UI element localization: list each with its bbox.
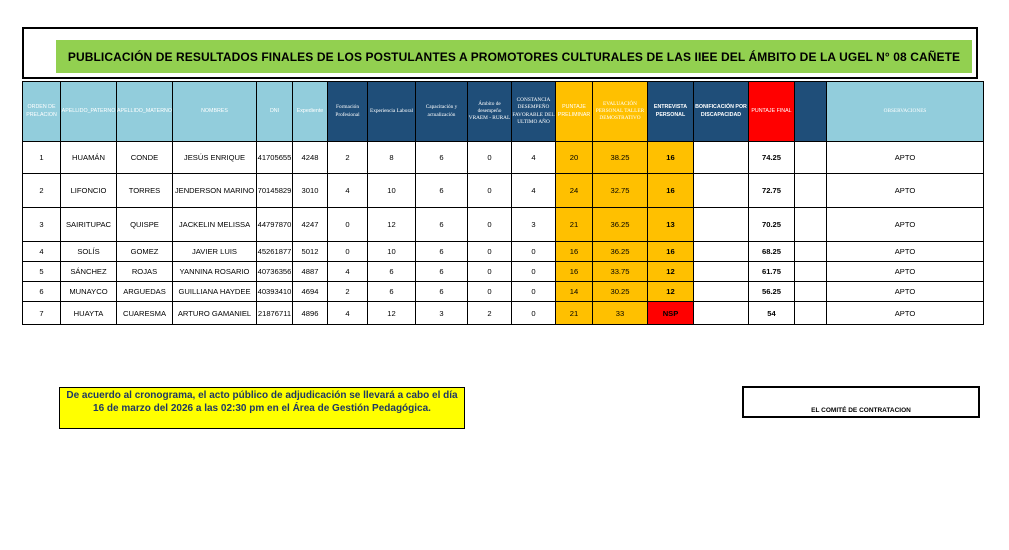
header-experiencia: Experiencia Laboral xyxy=(368,82,416,142)
cell-evaluacion: 33 xyxy=(593,302,648,325)
cell-evaluacion: 32.75 xyxy=(593,174,648,208)
cell-observaciones: APTO xyxy=(827,174,984,208)
table-row xyxy=(23,302,984,325)
cell-puntaje-preliminar: 20 xyxy=(556,142,593,174)
table-row xyxy=(23,262,984,282)
cell-orden: 4 xyxy=(23,242,61,262)
cell-apellido-materno: ARGUEDAS xyxy=(117,282,173,302)
cell-ambito: 0 xyxy=(468,208,512,242)
cell-constancia: 0 xyxy=(512,282,556,302)
cell-constancia: 0 xyxy=(512,262,556,282)
cell-expediente: 3010 xyxy=(293,174,328,208)
cell-formacion: 0 xyxy=(328,208,368,242)
cell-entrevista: 13 xyxy=(648,208,694,242)
cell-blank xyxy=(795,242,827,262)
cell-dni: 40393410 xyxy=(257,282,293,302)
cell-capacitacion: 6 xyxy=(416,142,468,174)
results-table xyxy=(22,81,984,325)
cell-capacitacion: 6 xyxy=(416,242,468,262)
cell-constancia: 4 xyxy=(512,142,556,174)
header-expediente: Expediente xyxy=(293,82,328,142)
cell-constancia: 0 xyxy=(512,302,556,325)
cell-ambito: 0 xyxy=(468,142,512,174)
cell-puntaje-final: 72.75 xyxy=(749,174,795,208)
cell-evaluacion: 30.25 xyxy=(593,282,648,302)
cell-puntaje-final: 61.75 xyxy=(749,262,795,282)
header-puntaje-preliminar: PUNTAJE PRELIMINAR xyxy=(556,82,593,142)
cell-orden: 2 xyxy=(23,174,61,208)
page-title: PUBLICACIÓN DE RESULTADOS FINALES DE LOS POSTULANTES A PROMOTORES CULTURALES DE LAS IIEE DEL ÁMBITO DE LA UGEL N° 08 CAÑETE xyxy=(56,40,972,73)
cell-entrevista: 16 xyxy=(648,142,694,174)
cell-ambito: 0 xyxy=(468,242,512,262)
header-constancia: CONSTANCIA DESEMPEÑO FAVORABLE DEL ULTIMO AÑO xyxy=(512,82,556,142)
cell-capacitacion: 6 xyxy=(416,208,468,242)
cell-apellido-paterno: SÁNCHEZ xyxy=(61,262,117,282)
cell-apellido-paterno: HUAMÁN xyxy=(61,142,117,174)
cell-formacion: 4 xyxy=(328,174,368,208)
header-entrevista: ENTREVISTA PERSONAL xyxy=(648,82,694,142)
cell-bonificacion xyxy=(694,302,749,325)
cell-evaluacion: 36.25 xyxy=(593,242,648,262)
adjudication-notice: De acuerdo al cronograma, el acto público de adjudicación se llevará a cabo el día 16 de marzo del 2026 a las 02:30 pm en el Área de Gestión Pedagógica. xyxy=(59,387,465,429)
cell-experiencia: 6 xyxy=(368,262,416,282)
cell-bonificacion xyxy=(694,208,749,242)
header-evaluacion: EVALUACIÓN PERSONAL TALLER DEMOSTRATIVO xyxy=(593,82,648,142)
cell-experiencia: 6 xyxy=(368,282,416,302)
cell-puntaje-final: 54 xyxy=(749,302,795,325)
cell-blank xyxy=(795,208,827,242)
cell-blank xyxy=(795,262,827,282)
cell-capacitacion: 6 xyxy=(416,262,468,282)
header-puntaje-final: PUNTAJE FINAL xyxy=(749,82,795,142)
cell-experiencia: 12 xyxy=(368,302,416,325)
cell-dni: 21876711 xyxy=(257,302,293,325)
cell-apellido-materno: GOMEZ xyxy=(117,242,173,262)
cell-observaciones: APTO xyxy=(827,282,984,302)
cell-observaciones: APTO xyxy=(827,242,984,262)
table-row xyxy=(23,208,984,242)
header-ambito: Ámbito de desempeño VRAEM - RURAL xyxy=(468,82,512,142)
table-row xyxy=(23,142,984,174)
header-apellido-materno: APELLIDO_MATERNO xyxy=(117,82,173,142)
cell-puntaje-preliminar: 24 xyxy=(556,174,593,208)
cell-puntaje-preliminar: 14 xyxy=(556,282,593,302)
cell-experiencia: 10 xyxy=(368,174,416,208)
cell-ambito: 0 xyxy=(468,282,512,302)
cell-entrevista: NSP xyxy=(648,302,694,325)
cell-apellido-materno: QUISPE xyxy=(117,208,173,242)
cell-nombres: JESÚS ENRIQUE xyxy=(173,142,257,174)
cell-observaciones: APTO xyxy=(827,302,984,325)
cell-nombres: JAVIER LUIS xyxy=(173,242,257,262)
cell-capacitacion: 6 xyxy=(416,282,468,302)
cell-bonificacion xyxy=(694,142,749,174)
cell-bonificacion xyxy=(694,174,749,208)
cell-apellido-paterno: MUNAYCO xyxy=(61,282,117,302)
cell-formacion: 4 xyxy=(328,302,368,325)
cell-bonificacion xyxy=(694,282,749,302)
cell-puntaje-preliminar: 16 xyxy=(556,262,593,282)
cell-constancia: 3 xyxy=(512,208,556,242)
header-orden: ORDEN DE PRELACION xyxy=(23,82,61,142)
cell-orden: 6 xyxy=(23,282,61,302)
cell-orden: 7 xyxy=(23,302,61,325)
cell-evaluacion: 38.25 xyxy=(593,142,648,174)
cell-puntaje-final: 70.25 xyxy=(749,208,795,242)
cell-apellido-materno: CONDE xyxy=(117,142,173,174)
cell-expediente: 5012 xyxy=(293,242,328,262)
cell-expediente: 4247 xyxy=(293,208,328,242)
table-row xyxy=(23,242,984,262)
header-capacitacion: Capacitación y actualización xyxy=(416,82,468,142)
cell-formacion: 0 xyxy=(328,242,368,262)
cell-puntaje-preliminar: 21 xyxy=(556,302,593,325)
cell-nombres: JENDERSON MARINO xyxy=(173,174,257,208)
cell-evaluacion: 36.25 xyxy=(593,208,648,242)
header-formacion: Formación Profesional xyxy=(328,82,368,142)
cell-puntaje-final: 68.25 xyxy=(749,242,795,262)
cell-entrevista: 12 xyxy=(648,282,694,302)
cell-constancia: 0 xyxy=(512,242,556,262)
header-bonificacion: BONIFICACIÓN POR DISCAPACIDAD xyxy=(694,82,749,142)
cell-ambito: 0 xyxy=(468,174,512,208)
cell-formacion: 4 xyxy=(328,262,368,282)
cell-orden: 3 xyxy=(23,208,61,242)
cell-expediente: 4694 xyxy=(293,282,328,302)
cell-blank xyxy=(795,142,827,174)
cell-expediente: 4887 xyxy=(293,262,328,282)
header-nombres: NOMBRES xyxy=(173,82,257,142)
cell-entrevista: 16 xyxy=(648,242,694,262)
cell-observaciones: APTO xyxy=(827,262,984,282)
cell-experiencia: 10 xyxy=(368,242,416,262)
cell-experiencia: 12 xyxy=(368,208,416,242)
cell-experiencia: 8 xyxy=(368,142,416,174)
cell-puntaje-final: 74.25 xyxy=(749,142,795,174)
cell-apellido-paterno: LIFONCIO xyxy=(61,174,117,208)
cell-apellido-paterno: SAIRITUPAC xyxy=(61,208,117,242)
cell-bonificacion xyxy=(694,262,749,282)
cell-constancia: 4 xyxy=(512,174,556,208)
cell-dni: 44797870 xyxy=(257,208,293,242)
cell-nombres: GUILLIANA HAYDEE xyxy=(173,282,257,302)
cell-capacitacion: 6 xyxy=(416,174,468,208)
cell-observaciones: APTO xyxy=(827,142,984,174)
cell-bonificacion xyxy=(694,242,749,262)
table-row xyxy=(23,174,984,208)
cell-blank xyxy=(795,302,827,325)
cell-dni: 45261877 xyxy=(257,242,293,262)
cell-nombres: ARTURO GAMANIEL xyxy=(173,302,257,325)
cell-ambito: 0 xyxy=(468,262,512,282)
cell-orden: 5 xyxy=(23,262,61,282)
cell-puntaje-final: 56.25 xyxy=(749,282,795,302)
cell-capacitacion: 3 xyxy=(416,302,468,325)
committee-label: EL COMITÉ DE CONTRATACION xyxy=(811,407,911,414)
cell-blank xyxy=(795,174,827,208)
cell-puntaje-preliminar: 21 xyxy=(556,208,593,242)
cell-expediente: 4248 xyxy=(293,142,328,174)
cell-nombres: JACKELIN MELISSA xyxy=(173,208,257,242)
header-blank xyxy=(795,82,827,142)
header-observaciones: OBSERVACIONES xyxy=(827,82,984,142)
cell-dni: 70145829 xyxy=(257,174,293,208)
cell-apellido-paterno: SOLÍS xyxy=(61,242,117,262)
cell-blank xyxy=(795,282,827,302)
cell-orden: 1 xyxy=(23,142,61,174)
cell-formacion: 2 xyxy=(328,282,368,302)
cell-evaluacion: 33.75 xyxy=(593,262,648,282)
cell-dni: 41705655 xyxy=(257,142,293,174)
cell-ambito: 2 xyxy=(468,302,512,325)
cell-dni: 40736356 xyxy=(257,262,293,282)
table-header-row xyxy=(23,82,984,142)
table-row xyxy=(23,282,984,302)
cell-observaciones: APTO xyxy=(827,208,984,242)
cell-apellido-materno: CUARESMA xyxy=(117,302,173,325)
header-dni: DNI xyxy=(257,82,293,142)
cell-apellido-paterno: HUAYTA xyxy=(61,302,117,325)
cell-entrevista: 16 xyxy=(648,174,694,208)
cell-apellido-materno: TORRES xyxy=(117,174,173,208)
cell-formacion: 2 xyxy=(328,142,368,174)
cell-expediente: 4896 xyxy=(293,302,328,325)
cell-apellido-materno: ROJAS xyxy=(117,262,173,282)
cell-entrevista: 12 xyxy=(648,262,694,282)
cell-puntaje-preliminar: 16 xyxy=(556,242,593,262)
cell-nombres: YANNINA ROSARIO xyxy=(173,262,257,282)
header-apellido-paterno: APELLIDO_PATERNO xyxy=(61,82,117,142)
